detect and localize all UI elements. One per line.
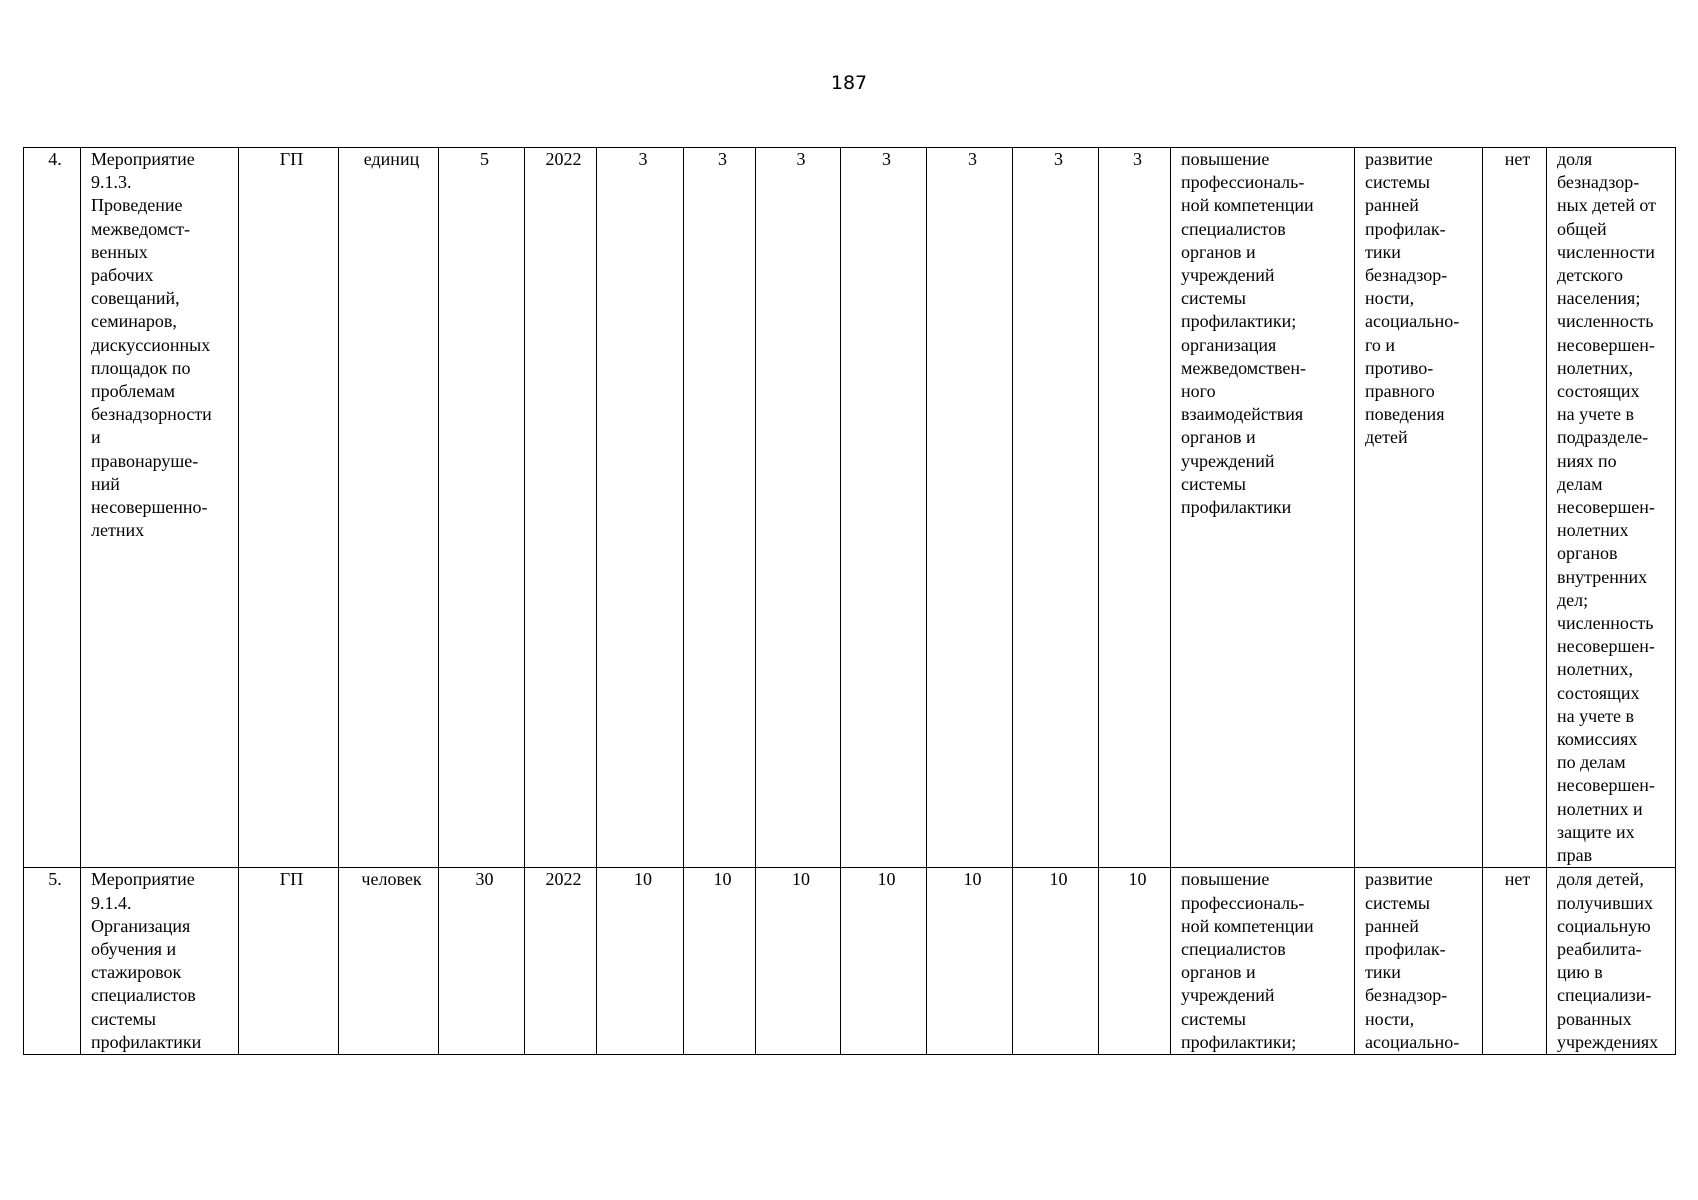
result-cell: повышение профессиональ- ной компетенции специалистов органов и учреждений системы профилактики; [1171, 868, 1355, 1055]
level-cell: ГП [239, 148, 339, 868]
value-cell: 10 [684, 868, 756, 1055]
value-cell: 10 [756, 868, 841, 1055]
value-cell: 10 [927, 868, 1013, 1055]
value-cell: 10 [1099, 868, 1171, 1055]
flag-cell: нет [1483, 148, 1547, 868]
base-value-cell: 30 [439, 868, 525, 1055]
base-year-cell: 2022 [525, 868, 597, 1055]
base-year-cell: 2022 [525, 148, 597, 868]
table-row [24, 148, 1676, 868]
unit-cell: человек [339, 868, 439, 1055]
measures-table [23, 147, 1676, 1055]
value-cell: 3 [1099, 148, 1171, 868]
event-cell: Мероприятие 9.1.3. Проведение межведомст- венных рабочих совещаний, семинаров, дискуссионных площадок по проблемам безнадзорности и правонаруше- ний несовершенно- летних [81, 148, 239, 868]
value-cell: 10 [597, 868, 684, 1055]
row-number-cell: 5. [24, 868, 81, 1055]
table-row [24, 868, 1676, 1055]
value-cell: 3 [597, 148, 684, 868]
page-number: 187 [830, 72, 868, 94]
result-cell: повышение профессиональ- ной компетенции специалистов органов и учреждений системы профилактики; организация межведомствен- ного взаимодействия органов и учреждений системы профилактики [1171, 148, 1355, 868]
flag-cell: нет [1483, 868, 1547, 1055]
goal-cell: развитие системы ранней профилак- тики безнадзор- ности, асоциально- [1355, 868, 1483, 1055]
goal-cell: развитие системы ранней профилак- тики безнадзор- ности, асоциально- го и противо- правного поведения детей [1355, 148, 1483, 868]
indicator-cell: доля безнадзор- ных детей от общей численности детского населения; численность несовершен- нолетних, состоящих на учете в подразделе- ниях по делам несовершен- нолетних органов внутренних дел; численность несовершен- нолетних, состоящих на учете в комиссиях по делам несовершен- нолетних и защите их прав [1547, 148, 1676, 868]
event-cell: Мероприятие 9.1.4. Организация обучения и стажировок специалистов системы профилактики [81, 868, 239, 1055]
value-cell: 10 [1013, 868, 1099, 1055]
value-cell: 3 [756, 148, 841, 868]
unit-cell: единиц [339, 148, 439, 868]
row-number-cell: 4. [24, 148, 81, 868]
indicator-cell: доля детей, получивших социальную реабилита- цию в специализи- рованных учреждениях [1547, 868, 1676, 1055]
value-cell: 3 [841, 148, 927, 868]
value-cell: 3 [1013, 148, 1099, 868]
level-cell: ГП [239, 868, 339, 1055]
value-cell: 3 [684, 148, 756, 868]
value-cell: 3 [927, 148, 1013, 868]
base-value-cell: 5 [439, 148, 525, 868]
value-cell: 10 [841, 868, 927, 1055]
